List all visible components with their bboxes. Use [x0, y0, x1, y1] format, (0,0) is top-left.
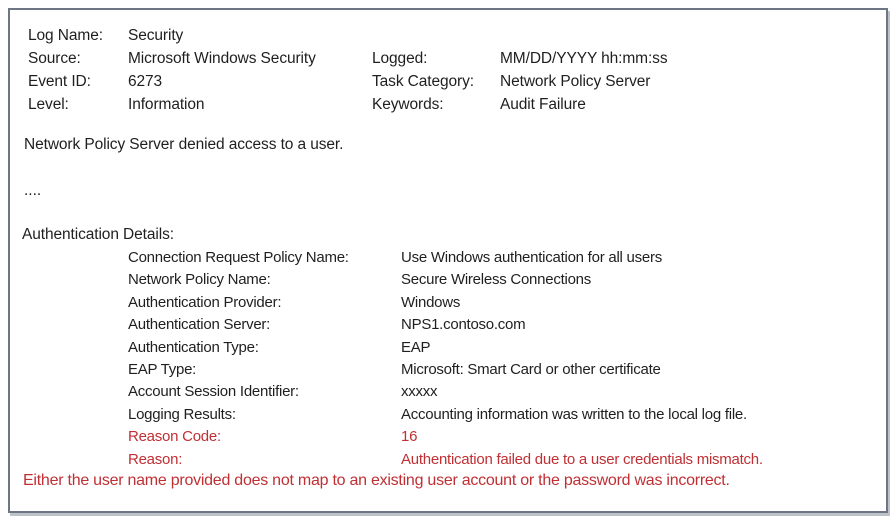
auth-details-title: Authentication Details:	[22, 226, 174, 243]
auth-detail-row	[22, 247, 878, 269]
indent-spacer	[22, 269, 128, 291]
auth-detail-label: Network Policy Name:	[128, 271, 271, 289]
source-label: Source:	[28, 50, 81, 67]
auth-detail-value: Accounting information was written to the local log file.	[401, 405, 747, 423]
auth-detail-label: Connection Request Policy Name:	[128, 249, 349, 266]
keywords-label: Keywords:	[372, 96, 444, 113]
header-spacer	[500, 24, 878, 47]
indent-spacer	[22, 381, 128, 403]
keywords-value: Audit Failure	[500, 96, 586, 113]
auth-detail-label: EAP Type:	[128, 361, 197, 379]
source-value: Microsoft Windows Security	[128, 50, 316, 67]
indent-spacer	[22, 314, 128, 336]
auth-detail-label: Authentication Server:	[128, 316, 271, 334]
level-value: Information	[128, 96, 205, 113]
event-detail-frame	[8, 8, 888, 513]
auth-detail-row-reason	[22, 449, 878, 471]
auth-detail-value: EAP	[401, 338, 431, 356]
auth-detail-value: Windows	[401, 293, 461, 311]
indent-spacer	[22, 359, 128, 381]
reason-value: Authentication failed due to a user credentials mismatch.	[401, 450, 763, 468]
header-spacer	[372, 24, 500, 47]
event-header	[28, 24, 878, 116]
reason-label: Reason:	[128, 450, 183, 468]
indent-spacer	[22, 337, 128, 359]
indent-spacer	[22, 404, 128, 426]
auth-detail-row	[22, 337, 878, 359]
auth-detail-row	[22, 381, 878, 403]
auth-detail-value: NPS1.contoso.com	[401, 316, 526, 334]
auth-detail-row	[22, 359, 878, 381]
reason-code-value: 16	[401, 428, 418, 446]
indent-spacer	[22, 247, 128, 269]
auth-detail-row-reason-code	[22, 426, 878, 448]
auth-detail-value: Secure Wireless Connections	[401, 271, 592, 289]
logged-value: MM/DD/YYYY hh:mm:ss	[500, 50, 668, 67]
level-label: Level:	[28, 96, 69, 113]
auth-detail-label: Authentication Provider:	[128, 293, 282, 311]
auth-detail-value: Microsoft: Smart Card or other certificate	[401, 361, 661, 379]
auth-detail-row	[22, 269, 878, 291]
reason-code-label: Reason Code:	[128, 428, 221, 446]
auth-details-list	[22, 247, 878, 471]
auth-detail-value: xxxxx	[401, 383, 438, 401]
auth-detail-label: Account Session Identifier:	[128, 383, 299, 401]
event-id-value: 6273	[128, 73, 163, 90]
auth-detail-row	[22, 314, 878, 336]
event-id-label: Event ID:	[28, 73, 91, 90]
auth-detail-label: Authentication Type:	[128, 338, 259, 356]
indent-spacer	[22, 426, 128, 448]
auth-detail-value: Use Windows authentication for all users	[401, 249, 662, 266]
auth-detail-row	[22, 404, 878, 426]
logged-label: Logged:	[372, 50, 428, 67]
auth-detail-label: Logging Results:	[128, 405, 236, 423]
event-description: Network Policy Server denied access to a user.	[24, 136, 344, 153]
log-name-value: Security	[128, 27, 184, 44]
indent-spacer	[22, 449, 128, 471]
task-category-value: Network Policy Server	[500, 73, 651, 90]
task-category-label: Task Category:	[372, 73, 474, 90]
auth-detail-row	[22, 292, 878, 314]
log-name-label: Log Name:	[28, 27, 103, 44]
ellipsis-text: ....	[24, 182, 42, 199]
indent-spacer	[22, 292, 128, 314]
reason-footer-note: Either the user name provided does not map to an existing user account or the password was incorrect.	[23, 472, 730, 490]
